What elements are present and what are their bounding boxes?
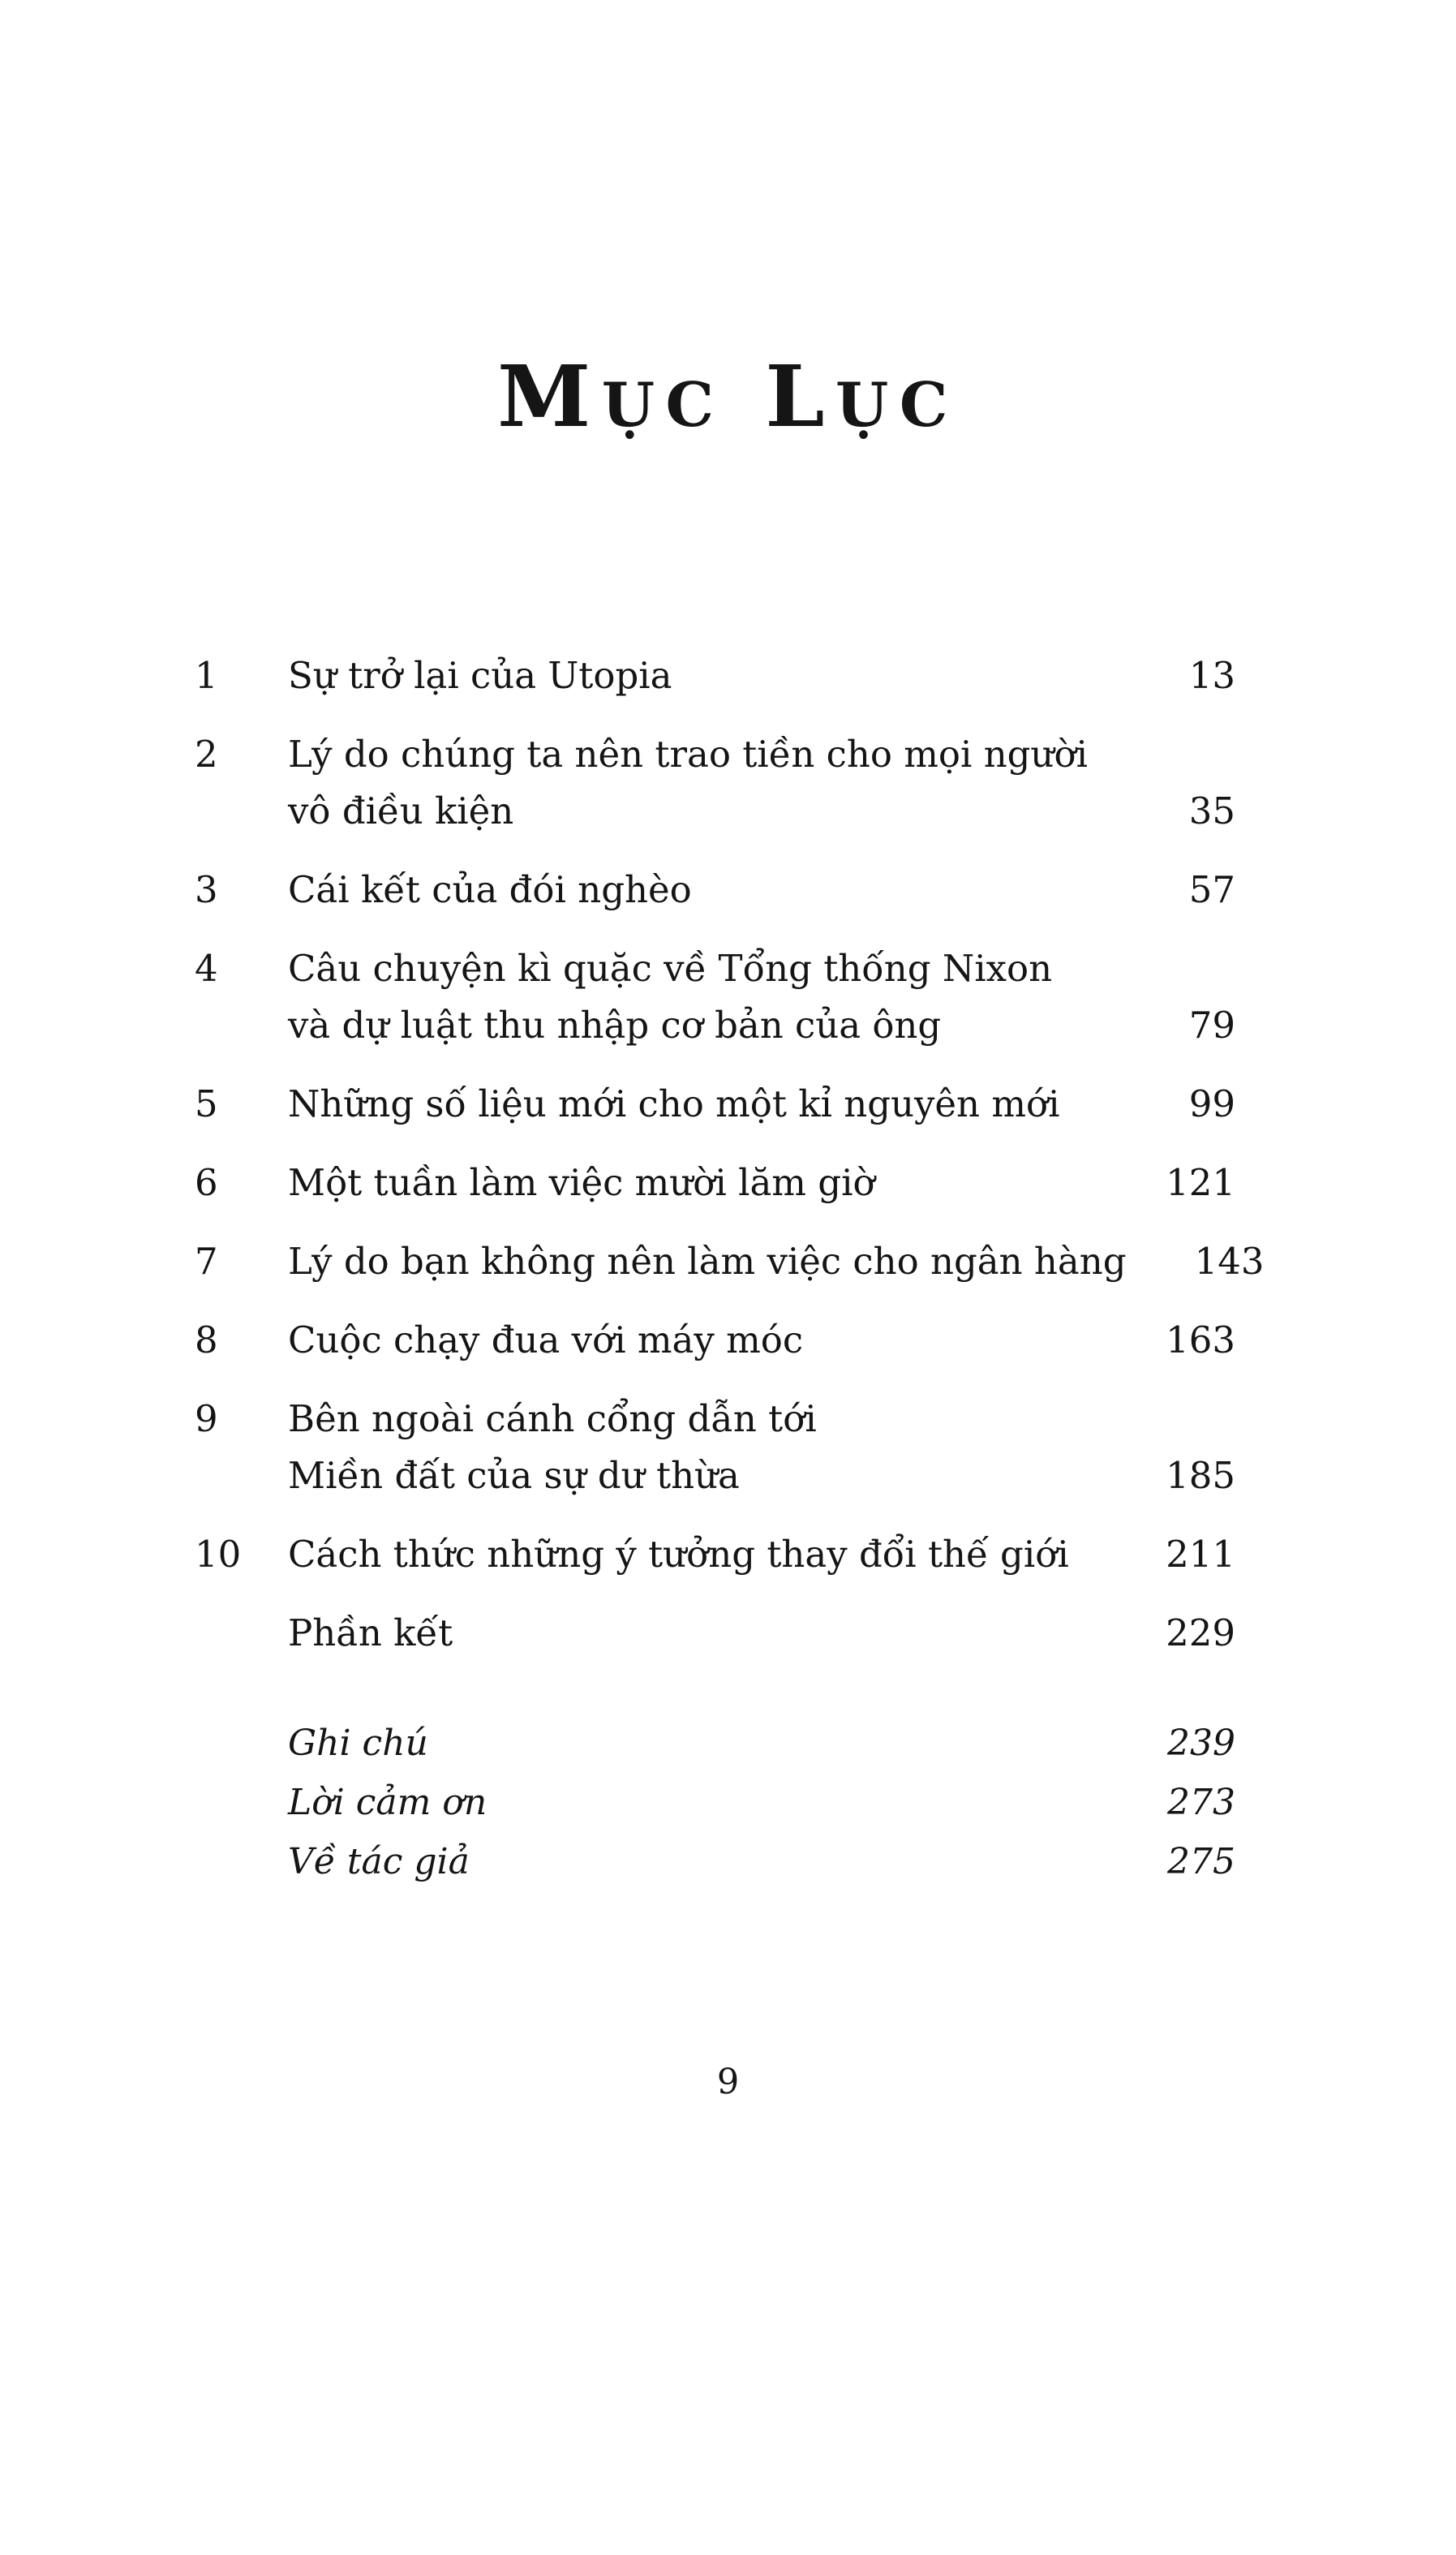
toc-entry	[195, 1526, 1235, 1583]
toc-entry	[195, 1233, 1265, 1290]
toc-entry	[195, 647, 1235, 704]
toc-entry	[195, 862, 1235, 918]
chapter-number: 1	[195, 654, 218, 698]
chapter-title	[288, 1605, 1097, 1662]
chapter-title	[288, 1312, 1097, 1369]
chapter-page-number: 163	[1166, 1318, 1235, 1362]
chapter-title-line: Câu chuyện kì quặc về Tổng thống Nixon	[288, 947, 1053, 991]
chapter-number: 5	[195, 1082, 218, 1126]
back-matter-label: Ghi chú	[288, 1723, 428, 1765]
toc-entry	[195, 726, 1235, 840]
chapter-title-line: Miền đất của sự dư thừa	[288, 1454, 740, 1498]
chapter-number: 7	[195, 1240, 218, 1284]
chapter-number: 2	[195, 733, 218, 776]
chapter-title	[288, 1155, 1097, 1211]
chapter-number: 3	[195, 868, 218, 912]
chapter-page-number: 13	[1188, 654, 1235, 698]
chapter-title	[288, 1526, 1097, 1583]
title-smallcaps: ỤC	[601, 369, 725, 441]
chapter-page-number: 121	[1166, 1161, 1235, 1205]
chapter-title-line: Một tuần làm việc mười lăm giờ	[288, 1161, 875, 1205]
chapter-title	[288, 1391, 1097, 1504]
chapter-number	[195, 1605, 288, 1662]
back-matter-label: Lời cảm ơn	[288, 1782, 487, 1824]
title-cap: M	[497, 346, 602, 446]
toc-entry	[195, 1605, 1235, 1662]
toc-entry	[195, 940, 1235, 1054]
back-matter-list	[195, 1714, 1235, 1891]
back-matter-entry	[195, 1832, 1235, 1891]
chapter-title	[288, 1076, 1097, 1133]
chapter-number: 4	[195, 947, 218, 991]
page-title	[0, 346, 1456, 446]
chapter-title-line: Sự trở lại của Utopia	[288, 654, 672, 698]
chapter-number: 8	[195, 1318, 218, 1362]
chapter-title-line: Phần kết	[288, 1611, 453, 1655]
chapter-page-number: 185	[1166, 1454, 1235, 1498]
chapter-list	[195, 647, 1265, 1662]
title-cap: L	[765, 346, 836, 446]
chapter-page-number: 229	[1166, 1611, 1235, 1655]
back-matter-page-number: 273	[1167, 1782, 1235, 1824]
chapter-page-number: 35	[1188, 789, 1235, 833]
chapter-title-line: Cuộc chạy đua với máy móc	[288, 1318, 804, 1362]
chapter-page-number: 211	[1166, 1533, 1235, 1576]
chapter-title-line: Cái kết của đói nghèo	[288, 868, 692, 912]
chapter-number: 10	[195, 1533, 242, 1576]
title-smallcaps: ỤC	[835, 369, 959, 441]
back-matter-page-number: 239	[1167, 1723, 1235, 1765]
chapter-title-line: Bên ngoài cánh cổng dẫn tới	[288, 1397, 817, 1441]
toc-entry	[195, 1155, 1235, 1211]
toc-page	[0, 346, 1456, 2555]
chapter-title-line: và dự luật thu nhập cơ bản của ông	[288, 1004, 942, 1047]
toc-entry	[195, 1076, 1235, 1133]
table-of-contents	[195, 647, 1265, 1891]
chapter-title-line: Lý do chúng ta nên trao tiền cho mọi người	[288, 733, 1088, 776]
back-matter-entry	[195, 1773, 1235, 1832]
chapter-title-line: Cách thức những ý tưởng thay đổi thế giới	[288, 1533, 1069, 1576]
back-matter-label: Về tác giả	[288, 1841, 470, 1883]
chapter-page-number: 99	[1188, 1082, 1235, 1126]
page-number: 9	[716, 2062, 740, 2103]
chapter-title	[288, 862, 1097, 918]
chapter-title	[288, 647, 1097, 704]
chapter-title-line: Những số liệu mới cho một kỉ nguyên mới	[288, 1082, 1060, 1126]
chapter-title-line: Lý do bạn không nên làm việc cho ngân hàng	[288, 1240, 1127, 1284]
chapter-title	[288, 726, 1097, 840]
chapter-title	[288, 940, 1097, 1054]
back-matter-entry	[195, 1714, 1235, 1773]
chapter-page-number: 143	[1194, 1240, 1265, 1284]
chapter-number: 6	[195, 1161, 218, 1205]
toc-entry	[195, 1391, 1235, 1504]
back-matter-page-number: 275	[1167, 1841, 1235, 1883]
chapter-title	[288, 1233, 1127, 1290]
chapter-page-number: 57	[1188, 868, 1235, 912]
toc-entry	[195, 1312, 1235, 1369]
chapter-page-number: 79	[1188, 1004, 1235, 1047]
chapter-number: 9	[195, 1397, 218, 1441]
chapter-title-line: vô điều kiện	[288, 789, 514, 833]
title-space	[725, 346, 766, 446]
